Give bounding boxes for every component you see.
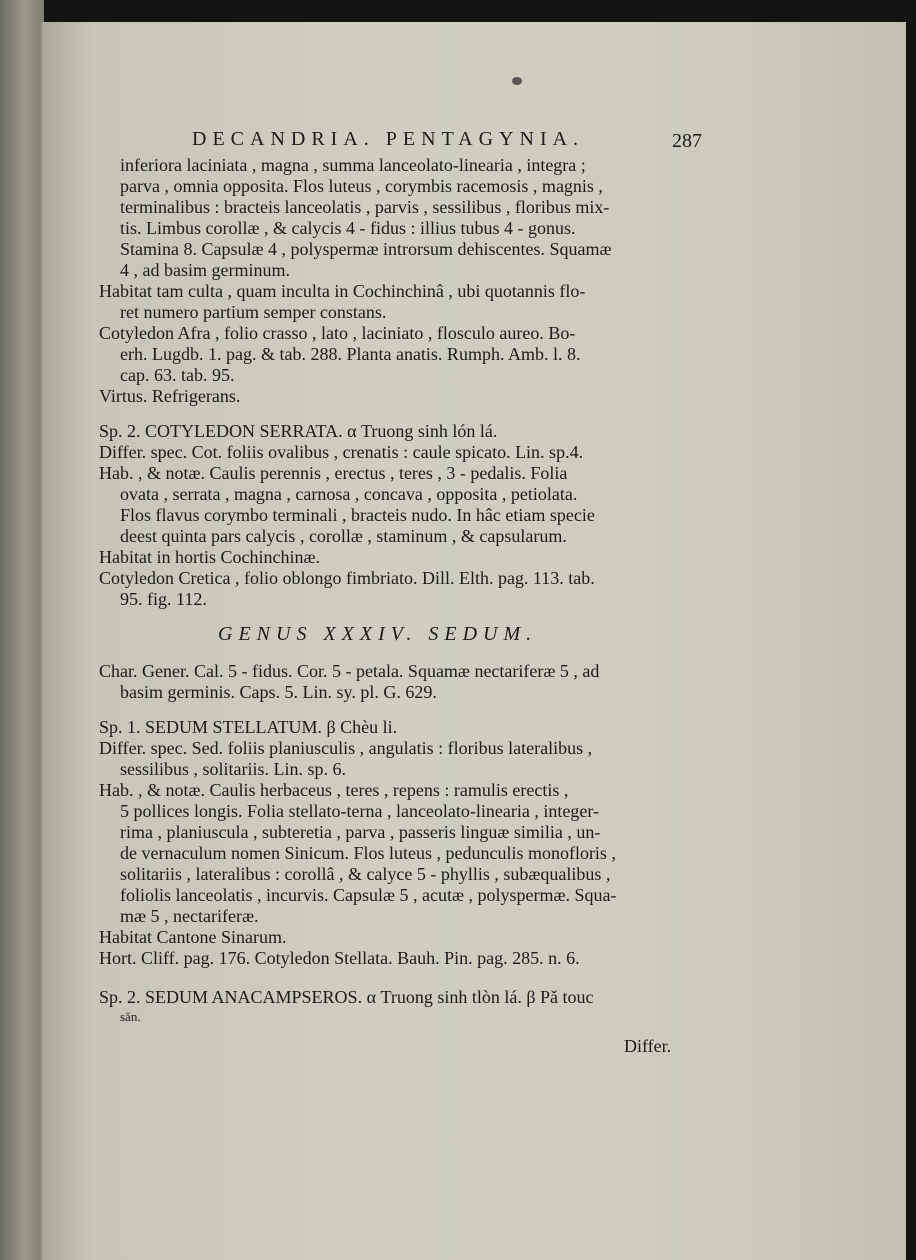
running-header: DECANDRIA. PENTAGYNIA. <box>192 128 585 150</box>
text-line: cap. 63. tab. 95. <box>120 365 235 385</box>
text-line: Flos flavus corymbo terminali , bracteis nudo. In hâc etiam specie <box>120 505 595 525</box>
text-line: Virtus. Refrigerans. <box>99 386 241 406</box>
text-line: Habitat Cantone Sinarum. <box>99 927 287 947</box>
text-line: Differ. spec. Cot. foliis ovalibus , crenatis : caule spicato. Lin. sp.4. <box>99 442 584 462</box>
book-page <box>40 22 906 1260</box>
text-line: tis. Limbus corollæ , & calycis 4 - fidus : illius tubus 4 - gonus. <box>120 218 576 238</box>
text-line: foliolis lanceolatis , incurvis. Capsulæ 5 , acutæ , polyspermæ. Squa- <box>120 885 617 905</box>
text-line: Hab. , & notæ. Caulis herbaceus , teres , repens : ramulis erectis , <box>99 780 569 800</box>
text-line: Cotyledon Cretica , folio oblongo fimbriato. Dill. Elth. pag. 113. tab. <box>99 568 595 588</box>
text-line: inferiora laciniata , magna , summa lanceolato-linearia , integra ; <box>120 155 586 175</box>
text-line: 95. fig. 112. <box>120 589 207 609</box>
text-line: 5 pollices longis. Folia stellato-terna , lanceolato-linearia , integer- <box>120 801 599 821</box>
text-line: Cotyledon Afra , folio crasso , lato , laciniato , flosculo aureo. Bo- <box>99 323 576 343</box>
text-line: solitariis , lateralibus : corollâ , & calyce 5 - phyllis , subæqualibus , <box>120 864 611 884</box>
text-line: Hort. Cliff. pag. 176. Cotyledon Stellata. Bauh. Pin. pag. 285. n. 6. <box>99 948 580 968</box>
species-heading: Sp. 2. SEDUM ANACAMPSEROS. α Truong sinh tlòn lá. β Pǎ touc <box>99 987 594 1007</box>
text-line: sessilibus , solitariis. Lin. sp. 6. <box>120 759 347 779</box>
text-line: ovata , serrata , magna , carnosa , concava , opposita , petiolata. <box>120 484 578 504</box>
text-line: terminalibus : bracteis lanceolatis , parvis , sessilibus , floribus mix- <box>120 197 610 217</box>
text-line: ret numero partium semper constans. <box>120 302 387 322</box>
text-line: Habitat in hortis Cochinchinæ. <box>99 547 320 567</box>
text-line: erh. Lugdb. 1. pag. & tab. 288. Planta anatis. Rumph. Amb. l. 8. <box>120 344 581 364</box>
text-line: rima , planiuscula , subteretia , parva , passeris linguæ similia , un- <box>120 822 601 842</box>
text-line: parva , omnia opposita. Flos luteus , corymbis racemosis , magnis , <box>120 176 603 196</box>
text-line: Habitat tam culta , quam inculta in Cochinchinâ , ubi quotannis flo- <box>99 281 586 301</box>
text-line: sǎn. <box>120 1009 141 1024</box>
page-number: 287 <box>672 130 702 152</box>
text-line: deest quinta pars calycis , corollæ , staminum , & capsularum. <box>120 526 567 546</box>
text-line: mæ 5 , nectariferæ. <box>120 906 259 926</box>
species-heading: Sp. 2. COTYLEDON SERRATA. α Truong sinh lón lá. <box>99 421 498 441</box>
text-line: 4 , ad basim germinum. <box>120 260 290 280</box>
facing-page-edge <box>0 0 44 1260</box>
text-line: basim germinis. Caps. 5. Lin. sy. pl. G. 629. <box>120 682 437 702</box>
text-line: de vernaculum nomen Sinicum. Flos luteus , pedunculis monofloris , <box>120 843 616 863</box>
text-line: Char. Gener. Cal. 5 - fidus. Cor. 5 - petala. Squamæ nectariferæ 5 , ad <box>99 661 600 681</box>
ink-spot <box>512 77 522 85</box>
text-line: Stamina 8. Capsulæ 4 , polyspermæ introrsum dehiscentes. Squamæ <box>120 239 612 259</box>
text-line: Hab. , & notæ. Caulis perennis , erectus , teres , 3 - pedalis. Folia <box>99 463 568 483</box>
genus-heading: GENUS XXXIV. SEDUM. <box>218 623 538 645</box>
text-line: Differ. spec. Sed. foliis planiusculis , angulatis : floribus lateralibus , <box>99 738 593 758</box>
species-heading: Sp. 1. SEDUM STELLATUM. β Chèu li. <box>99 717 398 737</box>
catchword: Differ. <box>624 1036 672 1056</box>
